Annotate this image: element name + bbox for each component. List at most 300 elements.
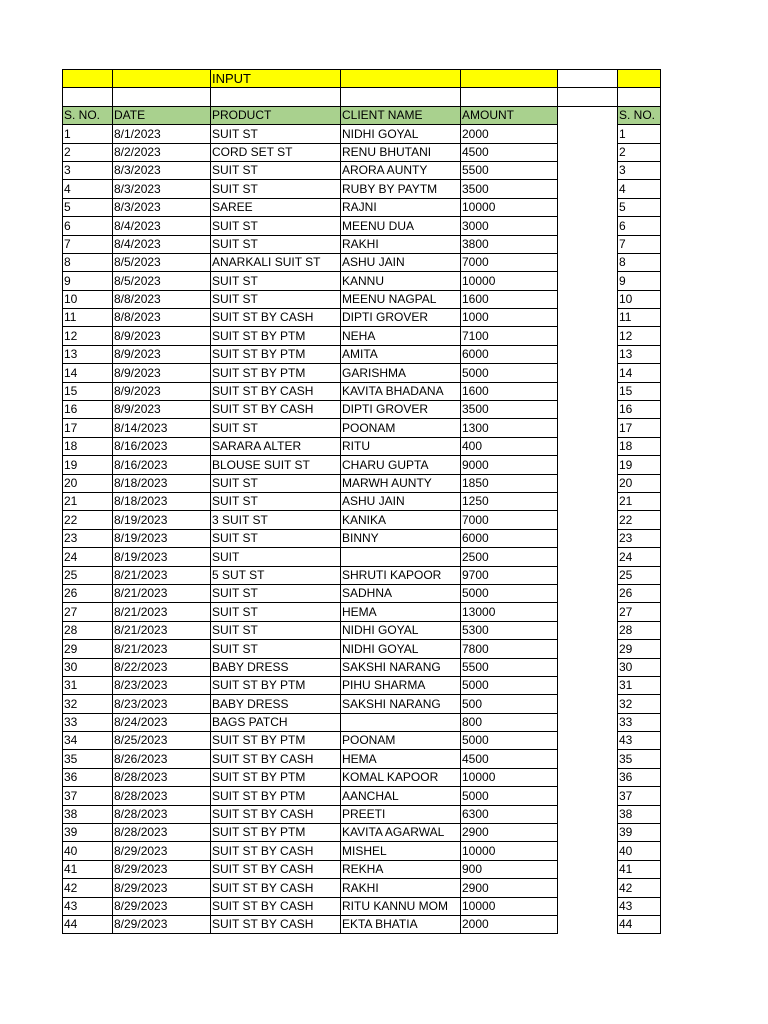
gap-cell — [558, 309, 618, 327]
cell-amount[interactable]: 3500 — [461, 180, 558, 198]
cell-date[interactable]: 8/8/2023 — [113, 290, 211, 308]
cell-side-sno[interactable]: 43 — [618, 732, 661, 750]
cell[interactable] — [618, 70, 661, 88]
cell-side-sno[interactable]: 6 — [618, 217, 661, 235]
cell-client-name[interactable] — [341, 713, 461, 731]
cell-sno[interactable]: 33 — [63, 713, 113, 731]
cell-product[interactable]: 5 SUT ST — [211, 566, 341, 584]
cell-client-name[interactable]: NIDHI GOYAL — [341, 640, 461, 658]
cell-product[interactable]: SUIT ST — [211, 217, 341, 235]
cell-product[interactable]: BABY DRESS — [211, 695, 341, 713]
cell-product[interactable]: SUIT ST — [211, 584, 341, 602]
cell-amount[interactable]: 5000 — [461, 787, 558, 805]
cell-amount[interactable]: 5000 — [461, 676, 558, 694]
cell-client-name[interactable]: GARISHMA — [341, 364, 461, 382]
cell-client-name[interactable]: REKHA — [341, 860, 461, 878]
cell-client-name[interactable]: NEHA — [341, 327, 461, 345]
cell-sno[interactable]: 22 — [63, 511, 113, 529]
cell-date[interactable]: 8/19/2023 — [113, 548, 211, 566]
cell-sno[interactable]: 5 — [63, 198, 113, 216]
cell-amount[interactable]: 7100 — [461, 327, 558, 345]
cell-sno[interactable]: 12 — [63, 327, 113, 345]
cell-sno[interactable]: 14 — [63, 364, 113, 382]
cell-client-name[interactable]: PIHU SHARMA — [341, 676, 461, 694]
cell-side-sno[interactable]: 36 — [618, 768, 661, 786]
cell-side-sno[interactable]: 27 — [618, 603, 661, 621]
cell-amount[interactable]: 10000 — [461, 272, 558, 290]
cell-product[interactable]: BABY DRESS — [211, 658, 341, 676]
cell-amount[interactable]: 3800 — [461, 235, 558, 253]
cell-sno[interactable]: 4 — [63, 180, 113, 198]
cell-client-name[interactable]: CHARU GUPTA — [341, 456, 461, 474]
cell-side-sno[interactable]: 24 — [618, 548, 661, 566]
cell[interactable] — [558, 88, 618, 106]
header-amount[interactable]: AMOUNT — [461, 106, 558, 124]
cell-amount[interactable]: 1300 — [461, 419, 558, 437]
gap-cell — [558, 161, 618, 179]
cell-sno[interactable]: 26 — [63, 584, 113, 602]
cell-amount[interactable]: 2000 — [461, 125, 558, 143]
cell-date[interactable]: 8/1/2023 — [113, 125, 211, 143]
cell-side-sno[interactable]: 42 — [618, 879, 661, 897]
cell-client-name[interactable]: RAKHI — [341, 235, 461, 253]
cell-date[interactable]: 8/26/2023 — [113, 750, 211, 768]
cell-sno[interactable]: 2 — [63, 143, 113, 161]
gap-cell — [558, 860, 618, 878]
cell-side-sno[interactable]: 40 — [618, 842, 661, 860]
cell-side-sno[interactable]: 12 — [618, 327, 661, 345]
cell-client-name[interactable]: SADHNA — [341, 584, 461, 602]
cell-sno[interactable]: 3 — [63, 161, 113, 179]
cell-sno[interactable]: 18 — [63, 437, 113, 455]
cell-product[interactable]: SUIT ST — [211, 603, 341, 621]
cell-product[interactable]: BLOUSE SUIT ST — [211, 456, 341, 474]
table-row — [63, 750, 661, 768]
cell-product[interactable]: SUIT ST — [211, 419, 341, 437]
cell-side-sno[interactable]: 20 — [618, 474, 661, 492]
cell-date[interactable]: 8/2/2023 — [113, 143, 211, 161]
cell-date[interactable]: 8/5/2023 — [113, 253, 211, 271]
cell-product[interactable]: SUIT ST BY CASH — [211, 309, 341, 327]
cell-client-name[interactable]: HEMA — [341, 750, 461, 768]
cell-date[interactable]: 8/21/2023 — [113, 603, 211, 621]
cell-date[interactable]: 8/16/2023 — [113, 456, 211, 474]
cell[interactable] — [341, 88, 461, 106]
cell-sno[interactable]: 31 — [63, 676, 113, 694]
cell-sno[interactable]: 43 — [63, 897, 113, 915]
gap-cell — [558, 695, 618, 713]
cell-sno[interactable]: 32 — [63, 695, 113, 713]
cell-amount[interactable]: 1250 — [461, 492, 558, 510]
cell-client-name[interactable]: KOMAL KAPOOR — [341, 768, 461, 786]
header-client-name[interactable]: CLIENT NAME — [341, 106, 461, 124]
cell-client-name[interactable]: KAVITA BHADANA — [341, 382, 461, 400]
cell-product[interactable]: SUIT ST — [211, 290, 341, 308]
cell-amount[interactable]: 2900 — [461, 879, 558, 897]
cell-side-sno[interactable]: 26 — [618, 584, 661, 602]
cell-product[interactable]: SUIT ST — [211, 180, 341, 198]
cell[interactable] — [461, 88, 558, 106]
cell-product[interactable]: SUIT ST — [211, 272, 341, 290]
cell-amount[interactable]: 9700 — [461, 566, 558, 584]
cell-side-sno[interactable]: 32 — [618, 695, 661, 713]
cell-side-sno[interactable]: 43 — [618, 897, 661, 915]
cell-client-name[interactable]: DIPTI GROVER — [341, 309, 461, 327]
header-sno[interactable]: S. NO. — [63, 106, 113, 124]
cell-product[interactable]: SUIT — [211, 548, 341, 566]
cell-product[interactable]: SUIT ST BY CASH — [211, 915, 341, 933]
cell-sno[interactable]: 17 — [63, 419, 113, 437]
cell-side-sno[interactable]: 25 — [618, 566, 661, 584]
cell-product[interactable]: 3 SUIT ST — [211, 511, 341, 529]
cell-date[interactable]: 8/21/2023 — [113, 621, 211, 639]
cell-side-sno[interactable]: 31 — [618, 676, 661, 694]
cell-date[interactable]: 8/25/2023 — [113, 732, 211, 750]
cell-client-name[interactable]: ASHU JAIN — [341, 492, 461, 510]
cell-sno[interactable]: 13 — [63, 345, 113, 363]
cell-side-sno[interactable]: 35 — [618, 750, 661, 768]
gap-cell — [558, 603, 618, 621]
cell-sno[interactable]: 28 — [63, 621, 113, 639]
cell-amount[interactable]: 5300 — [461, 621, 558, 639]
cell-side-sno[interactable]: 22 — [618, 511, 661, 529]
cell-amount[interactable]: 900 — [461, 860, 558, 878]
cell-client-name[interactable]: SAKSHI NARANG — [341, 695, 461, 713]
cell-date[interactable]: 8/23/2023 — [113, 695, 211, 713]
cell-side-sno[interactable]: 30 — [618, 658, 661, 676]
cell-client-name[interactable]: RAKHI — [341, 879, 461, 897]
cell-sno[interactable]: 6 — [63, 217, 113, 235]
cell-date[interactable]: 8/3/2023 — [113, 161, 211, 179]
cell-amount[interactable]: 1850 — [461, 474, 558, 492]
cell-date[interactable]: 8/28/2023 — [113, 805, 211, 823]
cell-sno[interactable]: 1 — [63, 125, 113, 143]
cell-date[interactable]: 8/9/2023 — [113, 364, 211, 382]
cell-date[interactable]: 8/22/2023 — [113, 658, 211, 676]
cell-sno[interactable]: 11 — [63, 309, 113, 327]
cell-product[interactable]: SUIT ST BY PTM — [211, 364, 341, 382]
table-row — [63, 621, 661, 639]
cell-date[interactable]: 8/3/2023 — [113, 180, 211, 198]
cell-date[interactable]: 8/21/2023 — [113, 584, 211, 602]
cell-client-name[interactable]: MISHEL — [341, 842, 461, 860]
cell-client-name[interactable]: MEENU DUA — [341, 217, 461, 235]
cell-sno[interactable]: 38 — [63, 805, 113, 823]
cell-client-name[interactable]: EKTA BHATIA — [341, 915, 461, 933]
cell-side-sno[interactable]: 44 — [618, 915, 661, 933]
cell-product[interactable]: SUIT ST BY CASH — [211, 879, 341, 897]
cell-side-sno[interactable]: 1 — [618, 125, 661, 143]
cell-date[interactable]: 8/28/2023 — [113, 768, 211, 786]
cell-client-name[interactable]: NIDHI GOYAL — [341, 621, 461, 639]
cell-side-sno[interactable]: 28 — [618, 621, 661, 639]
cell-client-name[interactable]: AMITA — [341, 345, 461, 363]
cell-client-name[interactable]: RAJNI — [341, 198, 461, 216]
cell-side-sno[interactable]: 37 — [618, 787, 661, 805]
cell-amount[interactable]: 4500 — [461, 750, 558, 768]
cell-amount[interactable]: 2900 — [461, 824, 558, 842]
cell-side-sno[interactable]: 29 — [618, 640, 661, 658]
cell-sno[interactable]: 27 — [63, 603, 113, 621]
cell-amount[interactable]: 5000 — [461, 584, 558, 602]
cell-sno[interactable]: 24 — [63, 548, 113, 566]
cell-date[interactable]: 8/21/2023 — [113, 566, 211, 584]
cell-client-name[interactable]: PREETI — [341, 805, 461, 823]
cell-side-sno[interactable]: 9 — [618, 272, 661, 290]
cell-product[interactable]: SUIT ST BY CASH — [211, 805, 341, 823]
cell-client-name[interactable]: BINNY — [341, 529, 461, 547]
cell-amount[interactable]: 5500 — [461, 161, 558, 179]
gap-cell — [558, 272, 618, 290]
cell-amount[interactable]: 7000 — [461, 253, 558, 271]
cell-amount[interactable]: 1600 — [461, 290, 558, 308]
cell-side-sno[interactable]: 19 — [618, 456, 661, 474]
cell-client-name[interactable]: RUBY BY PAYTM — [341, 180, 461, 198]
cell-client-name[interactable]: NIDHI GOYAL — [341, 125, 461, 143]
cell-sno[interactable]: 40 — [63, 842, 113, 860]
cell-amount[interactable]: 5500 — [461, 658, 558, 676]
cell-amount[interactable]: 9000 — [461, 456, 558, 474]
cell-side-sno[interactable]: 2 — [618, 143, 661, 161]
cell-amount[interactable]: 1600 — [461, 382, 558, 400]
cell-side-sno[interactable]: 5 — [618, 198, 661, 216]
cell-sno[interactable]: 37 — [63, 787, 113, 805]
cell-date[interactable]: 8/29/2023 — [113, 842, 211, 860]
cell-date[interactable]: 8/23/2023 — [113, 676, 211, 694]
cell-date[interactable]: 8/14/2023 — [113, 419, 211, 437]
cell-date[interactable]: 8/4/2023 — [113, 235, 211, 253]
cell-amount[interactable]: 500 — [461, 695, 558, 713]
cell-sno[interactable]: 21 — [63, 492, 113, 510]
cell-sno[interactable]: 9 — [63, 272, 113, 290]
cell-product[interactable]: BAGS PATCH — [211, 713, 341, 731]
spreadsheet-table — [62, 69, 661, 934]
cell-date[interactable]: 8/16/2023 — [113, 437, 211, 455]
cell-date[interactable]: 8/24/2023 — [113, 713, 211, 731]
table-row — [63, 437, 661, 455]
cell-date[interactable]: 8/18/2023 — [113, 474, 211, 492]
gap-cell — [558, 621, 618, 639]
cell-amount[interactable]: 4500 — [461, 143, 558, 161]
table-row — [63, 548, 661, 566]
cell[interactable] — [558, 70, 618, 88]
cell-side-sno[interactable]: 33 — [618, 713, 661, 731]
cell-sno[interactable]: 41 — [63, 860, 113, 878]
cell-client-name[interactable]: HEMA — [341, 603, 461, 621]
cell-date[interactable]: 8/9/2023 — [113, 382, 211, 400]
cell-client-name[interactable] — [341, 548, 461, 566]
cell[interactable] — [341, 70, 461, 88]
cell-client-name[interactable]: POONAM — [341, 419, 461, 437]
cell-amount[interactable]: 2500 — [461, 548, 558, 566]
cell-side-sno[interactable]: 8 — [618, 253, 661, 271]
cell-side-sno[interactable]: 11 — [618, 309, 661, 327]
cell-sno[interactable]: 42 — [63, 879, 113, 897]
cell-side-sno[interactable]: 23 — [618, 529, 661, 547]
cell-sno[interactable]: 16 — [63, 401, 113, 419]
cell-side-sno[interactable]: 17 — [618, 419, 661, 437]
cell-amount[interactable]: 10000 — [461, 842, 558, 860]
gap-cell — [558, 787, 618, 805]
cell-client-name[interactable]: SAKSHI NARANG — [341, 658, 461, 676]
cell-client-name[interactable]: MARWH AUNTY — [341, 474, 461, 492]
cell-product[interactable]: SUIT ST — [211, 161, 341, 179]
cell-sno[interactable]: 7 — [63, 235, 113, 253]
cell[interactable] — [63, 70, 113, 88]
cell-date[interactable]: 8/29/2023 — [113, 879, 211, 897]
cell-side-sno[interactable]: 21 — [618, 492, 661, 510]
cell-amount[interactable]: 5000 — [461, 364, 558, 382]
cell-amount[interactable]: 10000 — [461, 897, 558, 915]
cell-side-sno[interactable]: 7 — [618, 235, 661, 253]
header-date[interactable]: DATE — [113, 106, 211, 124]
cell-client-name[interactable]: KANIKA — [341, 511, 461, 529]
cell-date[interactable]: 8/9/2023 — [113, 345, 211, 363]
cell-date[interactable]: 8/19/2023 — [113, 511, 211, 529]
gap-cell — [558, 235, 618, 253]
cell-date[interactable]: 8/5/2023 — [113, 272, 211, 290]
cell-amount[interactable]: 1000 — [461, 309, 558, 327]
cell-date[interactable]: 8/19/2023 — [113, 529, 211, 547]
cell-sno[interactable]: 19 — [63, 456, 113, 474]
cell-side-sno[interactable]: 38 — [618, 805, 661, 823]
cell-product[interactable]: SUIT ST BY CASH — [211, 842, 341, 860]
cell-client-name[interactable]: AANCHAL — [341, 787, 461, 805]
cell-product[interactable]: SUIT ST BY PTM — [211, 732, 341, 750]
cell-client-name[interactable]: RITU — [341, 437, 461, 455]
cell-client-name[interactable]: ARORA AUNTY — [341, 161, 461, 179]
cell-side-sno[interactable]: 15 — [618, 382, 661, 400]
cell-sno[interactable]: 20 — [63, 474, 113, 492]
cell[interactable] — [113, 88, 211, 106]
cell-amount[interactable]: 6000 — [461, 345, 558, 363]
cell-date[interactable]: 8/18/2023 — [113, 492, 211, 510]
cell-product[interactable]: SUIT ST BY PTM — [211, 676, 341, 694]
cell-product[interactable]: SUIT ST — [211, 529, 341, 547]
cell-date[interactable]: 8/21/2023 — [113, 640, 211, 658]
cell-amount[interactable]: 2000 — [461, 915, 558, 933]
cell-client-name[interactable]: ASHU JAIN — [341, 253, 461, 271]
cell-sno[interactable]: 25 — [63, 566, 113, 584]
cell-date[interactable]: 8/29/2023 — [113, 915, 211, 933]
cell-client-name[interactable]: RENU BHUTANI — [341, 143, 461, 161]
cell-side-sno[interactable]: 13 — [618, 345, 661, 363]
cell-product[interactable]: SUIT ST BY CASH — [211, 382, 341, 400]
cell-side-sno[interactable]: 16 — [618, 401, 661, 419]
cell[interactable] — [211, 88, 341, 106]
cell-client-name[interactable]: POONAM — [341, 732, 461, 750]
cell-date[interactable]: 8/4/2023 — [113, 217, 211, 235]
cell-client-name[interactable]: RITU KANNU MOM — [341, 897, 461, 915]
cell-product[interactable]: CORD SET ST — [211, 143, 341, 161]
cell-amount[interactable]: 5000 — [461, 732, 558, 750]
cell-product[interactable]: SUIT ST BY PTM — [211, 787, 341, 805]
cell-amount[interactable]: 10000 — [461, 768, 558, 786]
cell-client-name[interactable]: MEENU NAGPAL — [341, 290, 461, 308]
cell-client-name[interactable]: KANNU — [341, 272, 461, 290]
cell-date[interactable]: 8/28/2023 — [113, 824, 211, 842]
cell-sno[interactable]: 15 — [63, 382, 113, 400]
cell-client-name[interactable]: SHRUTI KAPOOR — [341, 566, 461, 584]
cell-product[interactable]: SUIT ST — [211, 492, 341, 510]
cell-sno[interactable]: 44 — [63, 915, 113, 933]
cell-amount[interactable]: 800 — [461, 713, 558, 731]
side-header-sno[interactable]: S. NO. — [618, 106, 661, 124]
cell-side-sno[interactable]: 39 — [618, 824, 661, 842]
cell-sno[interactable]: 23 — [63, 529, 113, 547]
cell-amount[interactable]: 13000 — [461, 603, 558, 621]
cell-product[interactable]: SUIT ST — [211, 125, 341, 143]
cell-product[interactable]: SUIT ST BY PTM — [211, 824, 341, 842]
cell-sno[interactable]: 34 — [63, 732, 113, 750]
cell-product[interactable]: SAREE — [211, 198, 341, 216]
cell-product[interactable]: SUIT ST BY CASH — [211, 750, 341, 768]
cell-client-name[interactable]: KAVITA AGARWAL — [341, 824, 461, 842]
cell-product[interactable]: SUIT ST BY PTM — [211, 345, 341, 363]
cell-amount[interactable]: 6300 — [461, 805, 558, 823]
sheet-title[interactable]: INPUT — [211, 70, 341, 88]
cell-amount[interactable]: 400 — [461, 437, 558, 455]
cell-side-sno[interactable]: 41 — [618, 860, 661, 878]
cell-amount[interactable]: 3500 — [461, 401, 558, 419]
cell-sno[interactable]: 36 — [63, 768, 113, 786]
cell-product[interactable]: SUIT ST BY PTM — [211, 327, 341, 345]
table-row — [63, 143, 661, 161]
cell-sno[interactable]: 35 — [63, 750, 113, 768]
cell-date[interactable]: 8/29/2023 — [113, 860, 211, 878]
cell[interactable] — [618, 88, 661, 106]
cell-product[interactable]: SUIT ST BY CASH — [211, 860, 341, 878]
cell-product[interactable]: SARARA ALTER — [211, 437, 341, 455]
cell-amount[interactable]: 7800 — [461, 640, 558, 658]
cell-date[interactable]: 8/8/2023 — [113, 309, 211, 327]
cell-product[interactable]: SUIT ST — [211, 621, 341, 639]
cell-side-sno[interactable]: 10 — [618, 290, 661, 308]
cell-date[interactable]: 8/9/2023 — [113, 401, 211, 419]
cell-date[interactable]: 8/3/2023 — [113, 198, 211, 216]
cell-sno[interactable]: 10 — [63, 290, 113, 308]
cell-product[interactable]: ANARKALI SUIT ST — [211, 253, 341, 271]
cell-sno[interactable]: 8 — [63, 253, 113, 271]
cell-side-sno[interactable]: 3 — [618, 161, 661, 179]
cell-product[interactable]: SUIT ST BY CASH — [211, 897, 341, 915]
cell-side-sno[interactable]: 14 — [618, 364, 661, 382]
cell-product[interactable]: SUIT ST — [211, 474, 341, 492]
cell-product[interactable]: SUIT ST BY PTM — [211, 768, 341, 786]
cell-side-sno[interactable]: 18 — [618, 437, 661, 455]
cell-date[interactable]: 8/29/2023 — [113, 897, 211, 915]
gap-cell — [558, 548, 618, 566]
cell-sno[interactable]: 30 — [63, 658, 113, 676]
cell-product[interactable]: SUIT ST BY CASH — [211, 401, 341, 419]
cell-amount[interactable]: 6000 — [461, 529, 558, 547]
cell-product[interactable]: SUIT ST — [211, 640, 341, 658]
cell-sno[interactable]: 29 — [63, 640, 113, 658]
cell[interactable] — [113, 70, 211, 88]
header-product[interactable]: PRODUCT — [211, 106, 341, 124]
cell[interactable] — [461, 70, 558, 88]
cell-product[interactable]: SUIT ST — [211, 235, 341, 253]
cell-amount[interactable]: 3000 — [461, 217, 558, 235]
cell-date[interactable]: 8/28/2023 — [113, 787, 211, 805]
cell-date[interactable]: 8/9/2023 — [113, 327, 211, 345]
cell-sno[interactable]: 39 — [63, 824, 113, 842]
cell-side-sno[interactable]: 4 — [618, 180, 661, 198]
cell[interactable] — [63, 88, 113, 106]
cell-amount[interactable]: 7000 — [461, 511, 558, 529]
cell-client-name[interactable]: DIPTI GROVER — [341, 401, 461, 419]
cell-amount[interactable]: 10000 — [461, 198, 558, 216]
